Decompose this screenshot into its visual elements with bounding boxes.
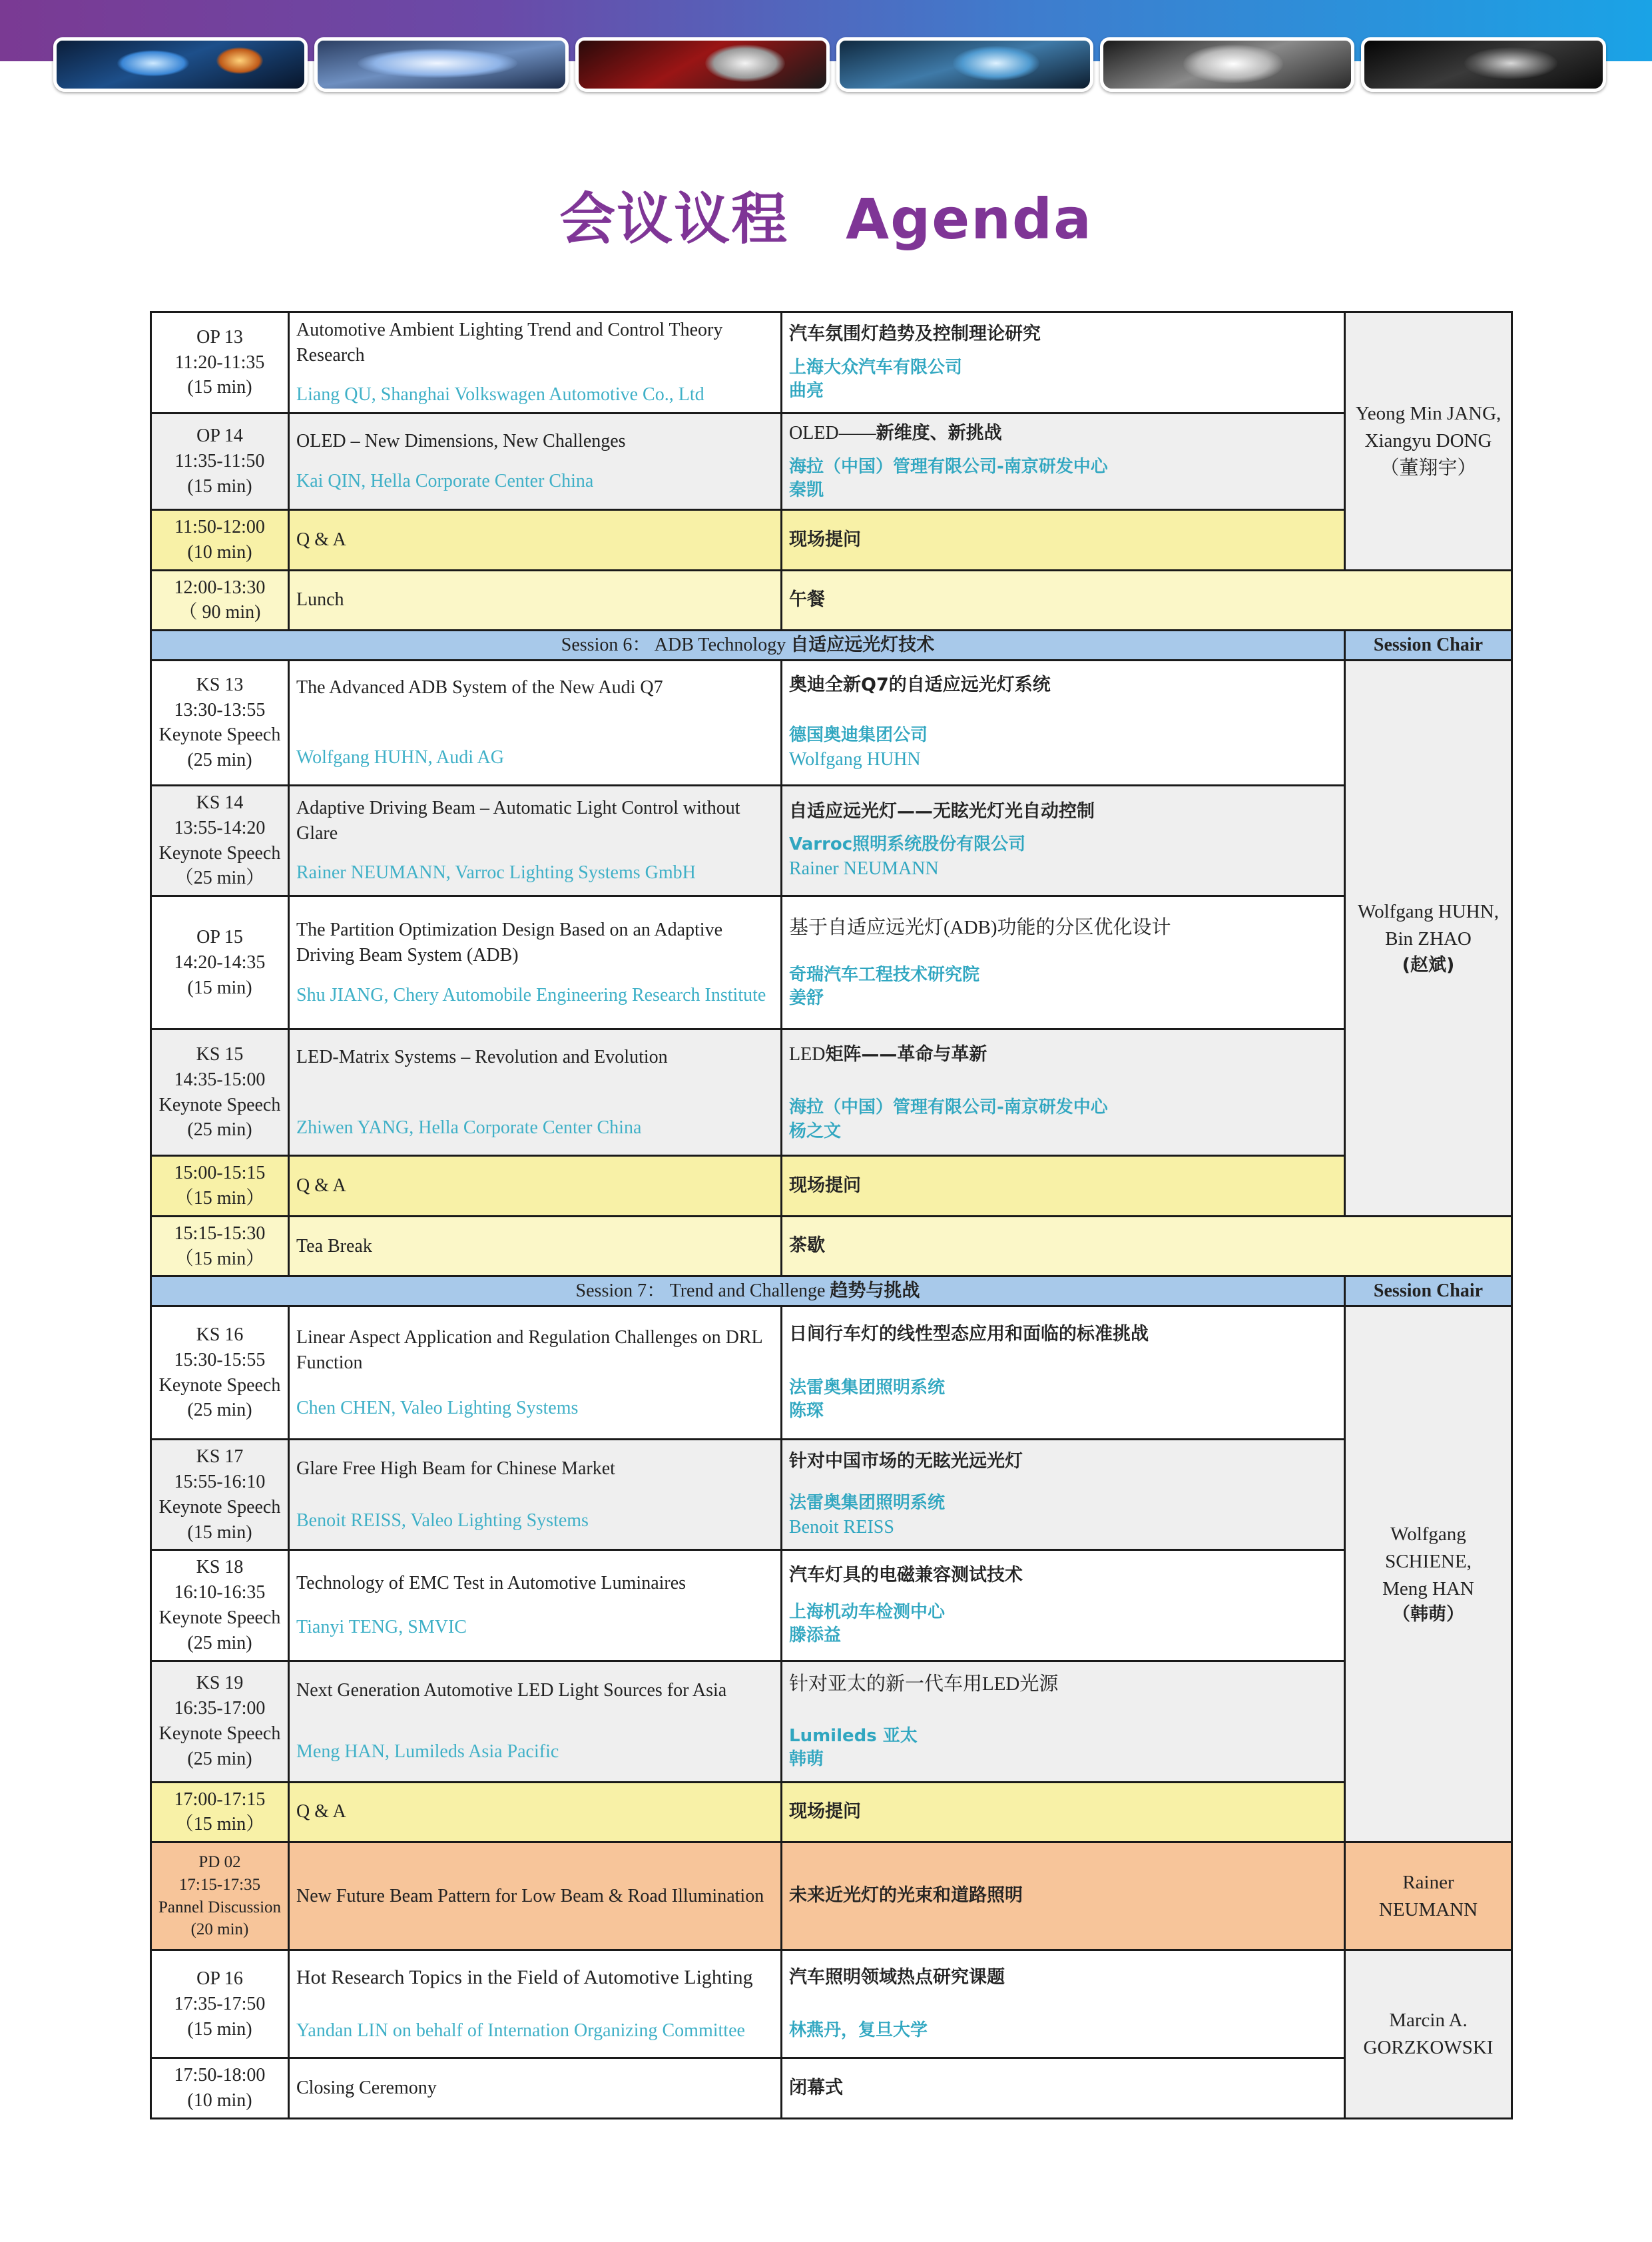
talk-title-zh: 基于自适应远光灯(ADB)功能的分区优化设计 奇瑞汽车工程技术研究院 姜舒 [782, 896, 1345, 1029]
speaker-en: Yandan LIN on behalf of Internation Organizing Committee [296, 2020, 745, 2041]
speaker-zh: 林燕丹，复旦大学 [789, 2020, 928, 2041]
speaker-en: Kai QIN, Hella Corporate Center China [296, 471, 594, 491]
talk-title-en: Next Generation Automotive LED Light Sources for Asia Meng HAN, Lumileds Asia Pacific [289, 1661, 782, 1782]
time-cell: 17:50-18:00 (10 min) [151, 2058, 289, 2119]
session-title: Session 7： Trend and Challenge 趋势与挑战 [151, 1276, 1345, 1306]
table-row [151, 312, 1512, 414]
talk-title-zh: 汽车灯具的电磁兼容测试技术 上海机动车检测中心 滕添益 [782, 1550, 1345, 1661]
table-row [151, 2058, 1512, 2119]
qa-label-zh: 现场提问 [782, 1156, 1345, 1217]
headlamp-photo-6 [1361, 37, 1606, 92]
talk-title-en: The Advanced ADB System of the New Audi Q7 Wolfgang HUHN, Audi AG [289, 660, 782, 785]
qa-label-en: Q & A [289, 1782, 782, 1842]
speaker-zh: 德国奥迪集团公司 Wolfgang HUHN [789, 725, 928, 770]
time-cell: 12:00-13:30 （ 90 min) [151, 570, 289, 631]
headlamp-photo-1 [53, 37, 308, 92]
headlamp-photo-4 [836, 37, 1093, 92]
talk-title-en: LED-Matrix Systems – Revolution and Evolution Zhiwen YANG, Hella Corporate Center China [289, 1029, 782, 1156]
table-row [151, 510, 1512, 571]
time-cell: KS 19 16:35-17:00 Keynote Speech (25 min) [151, 1661, 289, 1782]
table-row [151, 660, 1512, 785]
session-chair-cell: Marcin A. GORZKOWSKI [1345, 1950, 1512, 2119]
time-cell: OP 13 11:20-11:35 (15 min) [151, 312, 289, 414]
time-cell: 11:50-12:00 (10 min) [151, 510, 289, 571]
qa-label-en: Q & A [289, 510, 782, 571]
qa-label-zh: 现场提问 [782, 510, 1345, 571]
tea-break-label-en: Tea Break [289, 1216, 782, 1276]
speaker-en: Liang QU, Shanghai Volkswagen Automotive Co., Ltd [296, 384, 704, 406]
lunch-label-zh: 午餐 [782, 570, 1512, 631]
talk-title-zh: 针对亚太的新一代车用LED光源 Lumileds 亚太 韩萌 [782, 1661, 1345, 1782]
time-cell: KS 16 15:30-15:55 Keynote Speech (25 min) [151, 1306, 289, 1440]
qa-label-zh: 现场提问 [782, 1782, 1345, 1842]
speaker-zh: 上海机动车检测中心 滕添益 [789, 1602, 946, 1646]
header-banner [0, 0, 1652, 93]
time-cell: KS 13 13:30-13:55 Keynote Speech (25 min) [151, 660, 289, 785]
table-row [151, 785, 1512, 896]
talk-title-zh: LED矩阵——革命与革新 海拉（中国）管理有限公司-南京研发中心 杨之文 [782, 1029, 1345, 1156]
table-row [151, 896, 1512, 1029]
headlamp-photo-5 [1100, 37, 1354, 92]
speaker-en: Tianyi TENG, SMVIC [296, 1616, 467, 1637]
time-cell: OP 14 11:35-11:50 (15 min) [151, 414, 289, 510]
table-row [151, 1029, 1512, 1156]
qa-label-en: Q & A [289, 1156, 782, 1217]
talk-title-zh: 针对中国市场的无眩光远光灯 法雷奥集团照明系统 Benoit REISS [782, 1440, 1345, 1550]
page-title: 会议议程 Agenda [559, 186, 1093, 252]
speaker-en: Rainer NEUMANN, Varroc Lighting Systems GmbH [296, 862, 696, 884]
speaker-en: Wolfgang HUHN, Audi AG [296, 747, 504, 768]
time-cell: KS 17 15:55-16:10 Keynote Speech (15 min) [151, 1440, 289, 1550]
talk-title-en: New Future Beam Pattern for Low Beam & Road Illumination [289, 1842, 782, 1950]
table-row [151, 1306, 1512, 1440]
speaker-zh: Lumileds 亚太 韩萌 [789, 1725, 918, 1769]
talk-title-en: Linear Aspect Application and Regulation Challenges on DRL Function Chen CHEN, Valeo Lighting Systems [289, 1306, 782, 1440]
speaker-en: Meng HAN, Lumileds Asia Pacific [296, 1741, 559, 1763]
speaker-zh: 法雷奥集团照明系统 Benoit REISS [789, 1492, 946, 1538]
table-row [151, 1550, 1512, 1661]
session-chair-cell: Yeong Min JANG, Xiangyu DONG （董翔宇） [1345, 312, 1512, 571]
talk-title-en: The Partition Optimization Design Based on an Adaptive Driving Beam System (ADB) Shu JIANG, Chery Automobile Engineering Research Institute [289, 896, 782, 1029]
talk-title-en: OLED – New Dimensions, New Challenges Kai QIN, Hella Corporate Center China [289, 414, 782, 510]
lunch-label-en: Lunch [289, 570, 782, 631]
session-header [151, 631, 1512, 661]
talk-title-zh: 自适应远光灯——无眩光灯光自动控制 Varroc照明系统股份有限公司 Rainer NEUMANN [782, 785, 1345, 896]
talk-title-zh: 汽车照明领域热点研究课题 林燕丹，复旦大学 [782, 1950, 1345, 2058]
speaker-zh: Varroc照明系统股份有限公司 Rainer NEUMANN [789, 834, 1026, 880]
time-cell: OP 15 14:20-14:35 (15 min) [151, 896, 289, 1029]
talk-title-en: Glare Free High Beam for Chinese Market Benoit REISS, Valeo Lighting Systems [289, 1440, 782, 1550]
table-row [151, 1842, 1512, 1950]
table-row [151, 1440, 1512, 1550]
time-cell: 15:00-15:15 （15 min） [151, 1156, 289, 1217]
session-chair-cell: Wolfgang SCHIENE, Meng HAN （韩萌） [1345, 1306, 1512, 1842]
table-row [151, 1782, 1512, 1842]
talk-title-zh: 未来近光灯的光束和道路照明 [782, 1842, 1345, 1950]
speaker-en: Chen CHEN, Valeo Lighting Systems [296, 1397, 579, 1418]
table-row [151, 1216, 1512, 1276]
table-row [151, 570, 1512, 631]
speaker-zh: 奇瑞汽车工程技术研究院 姜舒 [789, 965, 980, 1009]
talk-title-en: Hot Research Topics in the Field of Automotive Lighting Yandan LIN on behalf of Internation Organizing Committee [289, 1950, 782, 2058]
talk-title-en: Technology of EMC Test in Automotive Luminaires Tianyi TENG, SMVIC [289, 1550, 782, 1661]
tea-break-label-zh: 茶歇 [782, 1216, 1512, 1276]
table-row [151, 1156, 1512, 1217]
table-row [151, 1661, 1512, 1782]
speaker-en: Shu JIANG, Chery Automobile Engineering Research Institute [296, 984, 766, 1005]
talk-title-zh: OLED——新维度、新挑战 海拉（中国）管理有限公司-南京研发中心 秦凯 [782, 414, 1345, 510]
speaker-zh: 海拉（中国）管理有限公司-南京研发中心 秦凯 [789, 456, 1108, 500]
speaker-en: Zhiwen YANG, Hella Corporate Center China [296, 1117, 642, 1138]
closing-label-zh: 闭幕式 [782, 2058, 1345, 2119]
session-header [151, 1276, 1512, 1306]
time-cell: PD 02 17:15-17:35 Pannel Discussion (20 min) [151, 1842, 289, 1950]
talk-title-zh: 奥迪全新Q7的自适应远光灯系统 德国奥迪集团公司 Wolfgang HUHN [782, 660, 1345, 785]
session-chair-cell: Wolfgang HUHN, Bin ZHAO (赵斌) [1345, 660, 1512, 1216]
closing-label-en: Closing Ceremony [289, 2058, 782, 2119]
headlamp-photo-3 [575, 37, 830, 92]
talk-title-en: Automotive Ambient Lighting Trend and Control Theory Research Liang QU, Shanghai Volkswagen Automotive Co., Ltd [289, 312, 782, 414]
time-cell: OP 16 17:35-17:50 (15 min) [151, 1950, 289, 2058]
session-chair-label: Session Chair [1345, 1276, 1512, 1306]
time-cell: KS 18 16:10-16:35 Keynote Speech (25 min) [151, 1550, 289, 1661]
time-cell: KS 14 13:55-14:20 Keynote Speech （25 min） [151, 785, 289, 896]
session-title: Session 6： ADB Technology 自适应远光灯技术 [151, 631, 1345, 661]
time-cell: KS 15 14:35-15:00 Keynote Speech (25 min) [151, 1029, 289, 1156]
talk-title-zh: 汽车氛围灯趋势及控制理论研究 上海大众汽车有限公司 曲亮 [782, 312, 1345, 414]
table-row [151, 414, 1512, 510]
agenda-table [150, 311, 1513, 2119]
time-cell: 15:15-15:30 （15 min） [151, 1216, 289, 1276]
table-row [151, 1950, 1512, 2058]
speaker-zh: 法雷奥集团照明系统 陈琛 [789, 1377, 946, 1421]
talk-title-en: Adaptive Driving Beam – Automatic Light Control without Glare Rainer NEUMANN, Varroc Lighting Systems GmbH [289, 785, 782, 896]
speaker-en: Benoit REISS, Valeo Lighting Systems [296, 1510, 589, 1531]
talk-title-zh: 日间行车灯的线性型态应用和面临的标准挑战 法雷奥集团照明系统 陈琛 [782, 1306, 1345, 1440]
speaker-zh: 上海大众汽车有限公司 曲亮 [789, 357, 963, 401]
time-cell: 17:00-17:15 （15 min） [151, 1782, 289, 1842]
speaker-zh: 海拉（中国）管理有限公司-南京研发中心 杨之文 [789, 1097, 1108, 1141]
headlamp-photo-2 [314, 37, 569, 92]
session-chair-label: Session Chair [1345, 631, 1512, 661]
session-chair-cell: Rainer NEUMANN [1345, 1842, 1512, 1950]
